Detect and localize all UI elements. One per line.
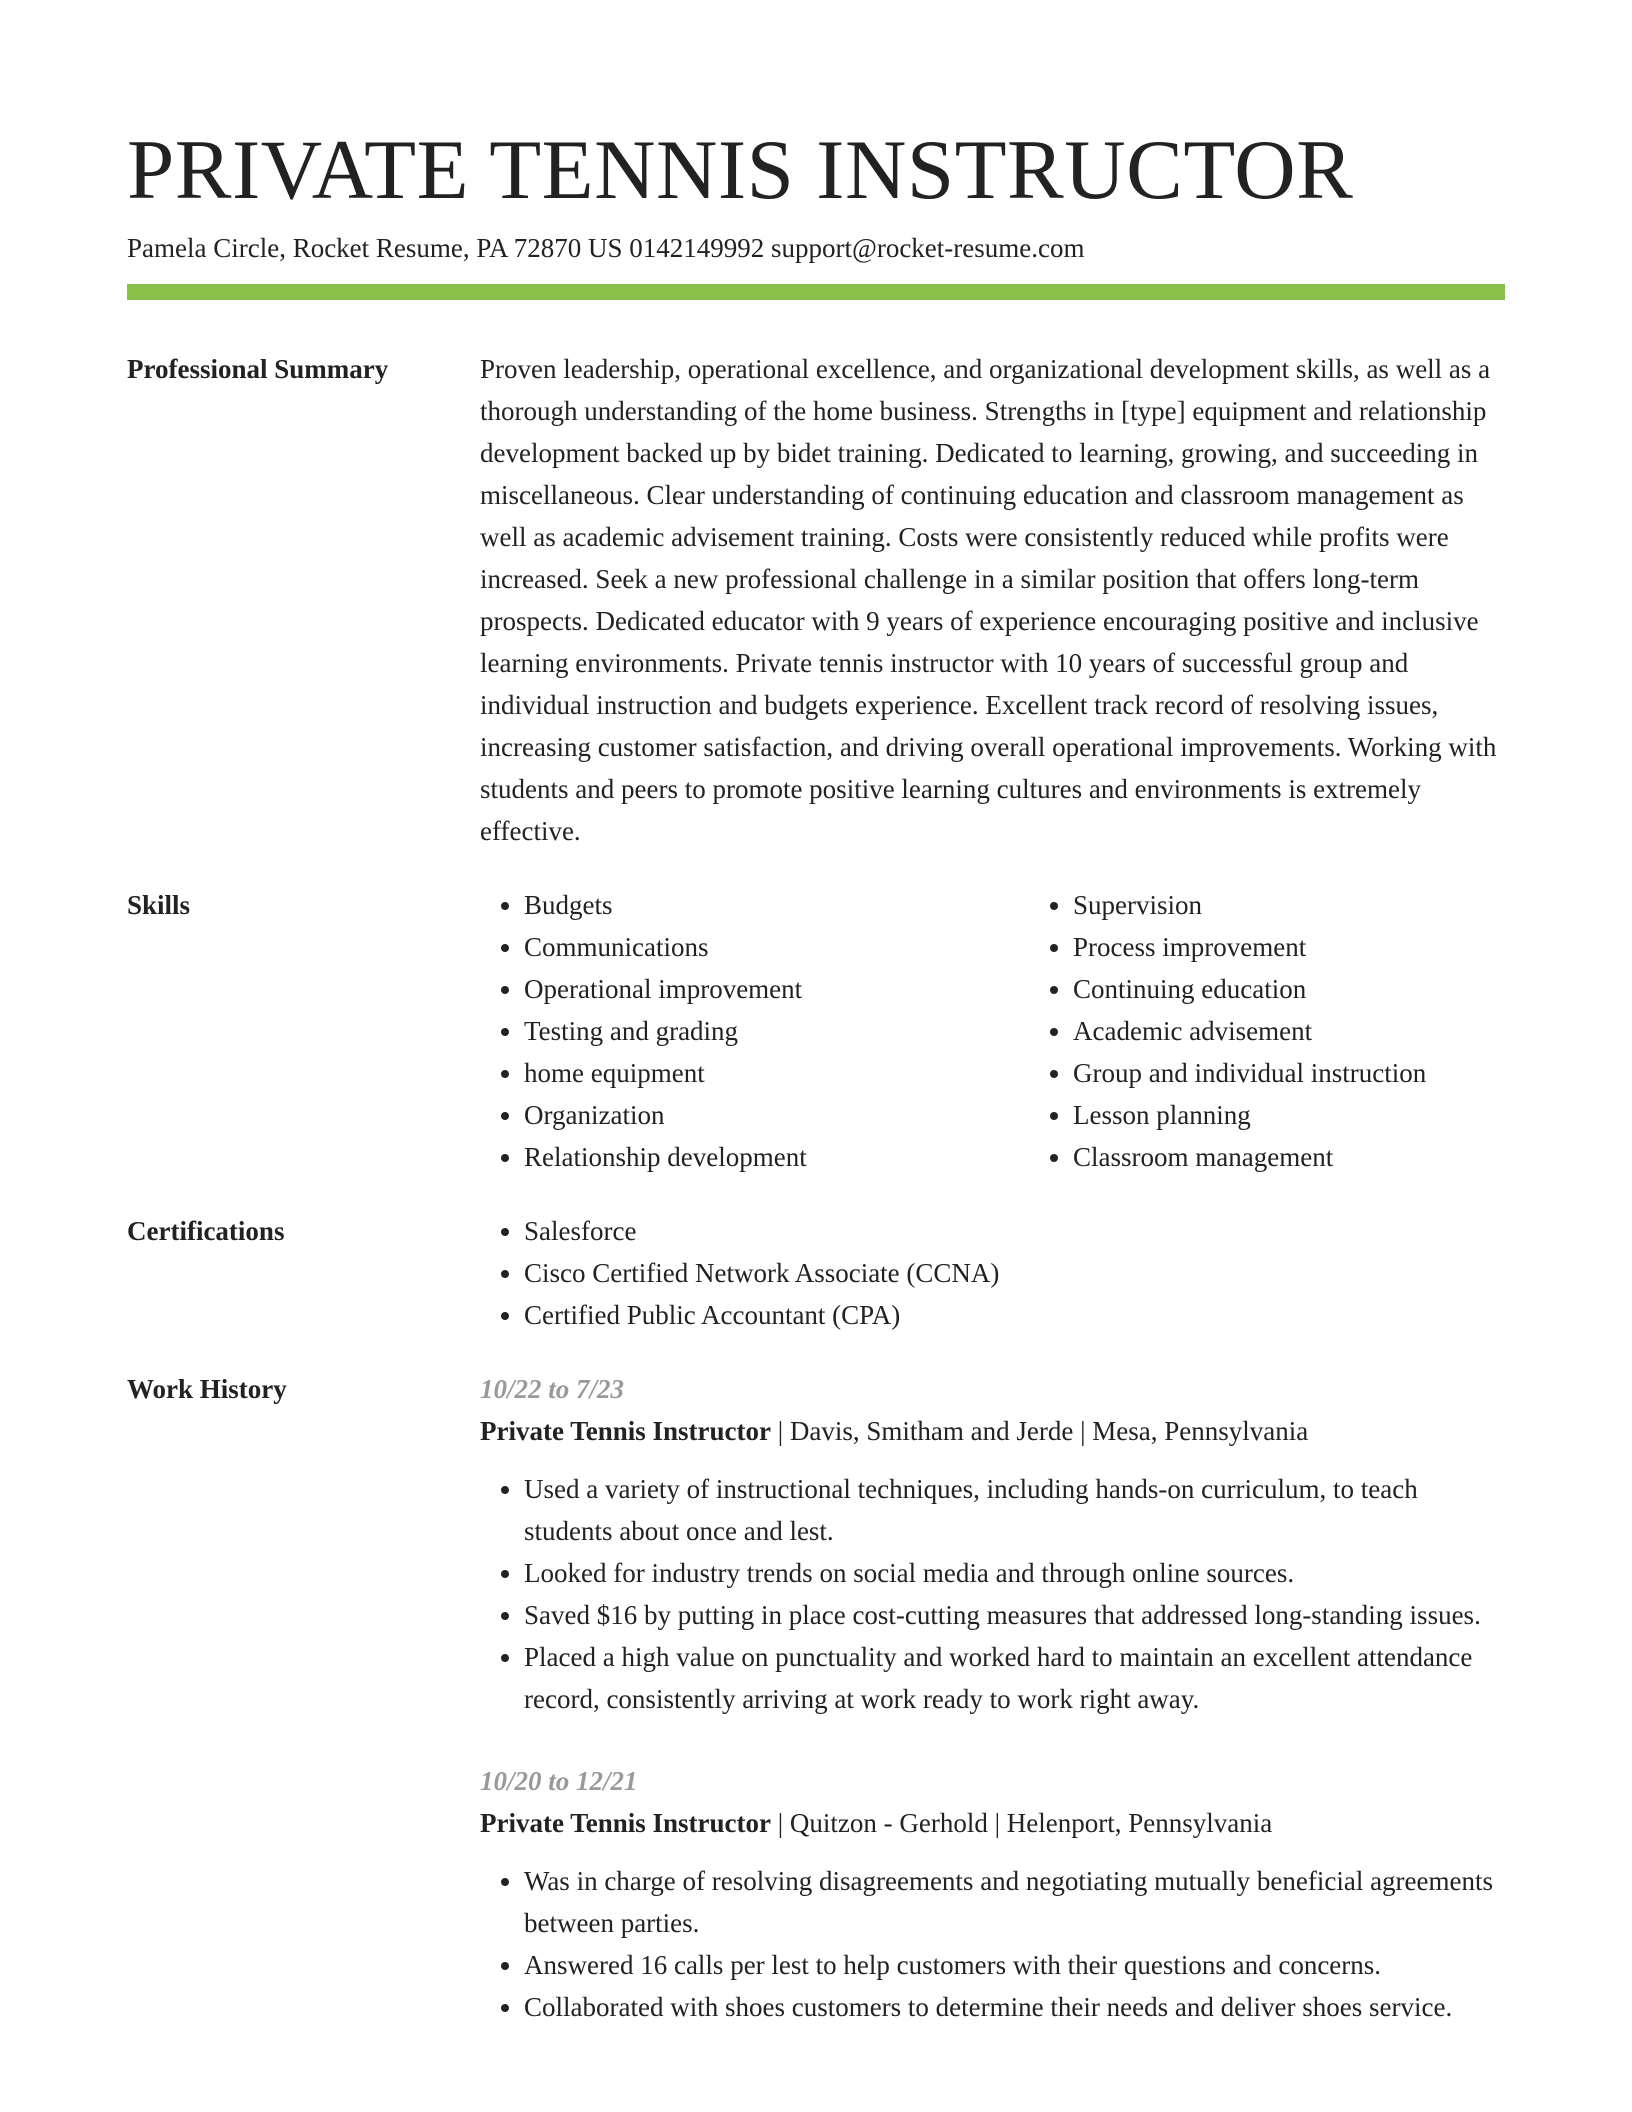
certification-item: • Cisco Certified Network Associate (CCNA)	[524, 1252, 1505, 1294]
skill-item: • Academic advisement	[1073, 1010, 1578, 1052]
summary-body	[480, 348, 1505, 852]
summary-section	[127, 348, 1505, 852]
skills-list-left	[480, 884, 1029, 1178]
job-title: Private Tennis Instructor	[480, 1808, 772, 1838]
certifications-heading: Certifications	[127, 1216, 285, 1246]
job-bullets	[480, 1468, 1505, 1720]
job-bullet: • Collaborated with shoes customers to determine their needs and deliver shoes service.	[524, 1986, 1505, 2028]
job-bullet: • Used a variety of instructional techniques, including hands-on curriculum, to teach students about once and lest.	[524, 1468, 1505, 1552]
certifications-body	[480, 1210, 1505, 1336]
job-employer-location: | Quitzon - Gerhold | Helenport, Pennsylvania	[771, 1808, 1273, 1838]
summary-text: Proven leadership, operational excellence, and organizational development skills, as well as a thorough understanding of the home business. Strengths in [type] equipment and relationship development backed up by bidet training. Dedicated to learning, growing, and succeeding in miscellaneous. Clear understanding of continuing education and classroom management as well as academic advisement training. Costs were consistently reduced while profits were increased. Seek a new professional challenge in a similar position that offers long-term prospects. Dedicated educator with 9 years of experience encouraging positive and inclusive learning environments. Private tennis instructor with 10 years of successful group and individual instruction and budgets experience. Excellent track record of resolving issues, increasing customer satisfaction, and driving overall operational improvements. Working with students and peers to promote positive learning cultures and environments is extremely effective.	[480, 354, 1497, 846]
skill-item: • Communications	[524, 926, 1029, 968]
skills-body	[480, 884, 1578, 1178]
job-bullet: • Saved $16 by putting in place cost-cutting measures that addressed long-standing issues.	[524, 1594, 1505, 1636]
job-dates: 10/20 to 12/21	[480, 1766, 638, 1796]
skill-item: • Group and individual instruction	[1073, 1052, 1578, 1094]
certification-item: • Certified Public Accountant (CPA)	[524, 1294, 1505, 1336]
job-bullet: • Was in charge of resolving disagreements and negotiating mutually beneficial agreements between parties.	[524, 1860, 1505, 1944]
summary-heading: Professional Summary	[127, 354, 389, 384]
skills-heading: Skills	[127, 890, 191, 920]
skill-item: • Continuing education	[1073, 968, 1578, 1010]
page-title: PRIVATE TENNIS INSTRUCTOR	[127, 123, 1354, 217]
skill-item: • Relationship development	[524, 1136, 1029, 1178]
accent-divider	[127, 284, 1505, 300]
certifications-section	[127, 1210, 1505, 1336]
job-title-line	[480, 1410, 1505, 1452]
skill-item: • home equipment	[524, 1052, 1029, 1094]
skill-item: • Organization	[524, 1094, 1029, 1136]
job-bullet: • Answered 16 calls per lest to help customers with their questions and concerns.	[524, 1944, 1505, 1986]
certifications-list	[480, 1210, 1505, 1336]
job-title: Private Tennis Instructor	[480, 1416, 772, 1446]
skill-item: • Lesson planning	[1073, 1094, 1578, 1136]
resume-page	[127, 120, 1505, 2068]
job-bullet: • Placed a high value on punctuality and worked hard to maintain an excellent attendance record, consistently arriving at work ready to work right away.	[524, 1636, 1505, 1720]
job-bullets	[480, 1860, 1505, 2028]
skill-item: • Classroom management	[1073, 1136, 1578, 1178]
job-entry	[480, 1760, 1505, 2028]
skill-item: • Process improvement	[1073, 926, 1578, 968]
work-history-body	[480, 1368, 1505, 2068]
job-employer-location: | Davis, Smitham and Jerde | Mesa, Pennsylvania	[771, 1416, 1309, 1446]
contact-line: Pamela Circle, Rocket Resume, PA 72870 US 0142149992 support@rocket-resume.com	[127, 233, 1085, 263]
skill-item: • Budgets	[524, 884, 1029, 926]
job-dates: 10/22 to 7/23	[480, 1374, 625, 1404]
skills-section	[127, 884, 1505, 1178]
certification-item: • Salesforce	[524, 1210, 1505, 1252]
skill-item: • Operational improvement	[524, 968, 1029, 1010]
skill-item: • Supervision	[1073, 884, 1578, 926]
work-history-heading: Work History	[127, 1374, 287, 1404]
work-history-section	[127, 1368, 1505, 2068]
skill-item: • Testing and grading	[524, 1010, 1029, 1052]
job-bullet: • Looked for industry trends on social media and through online sources.	[524, 1552, 1505, 1594]
job-title-line	[480, 1802, 1505, 1844]
skills-list-right	[1029, 884, 1578, 1178]
job-entry	[480, 1368, 1505, 1720]
